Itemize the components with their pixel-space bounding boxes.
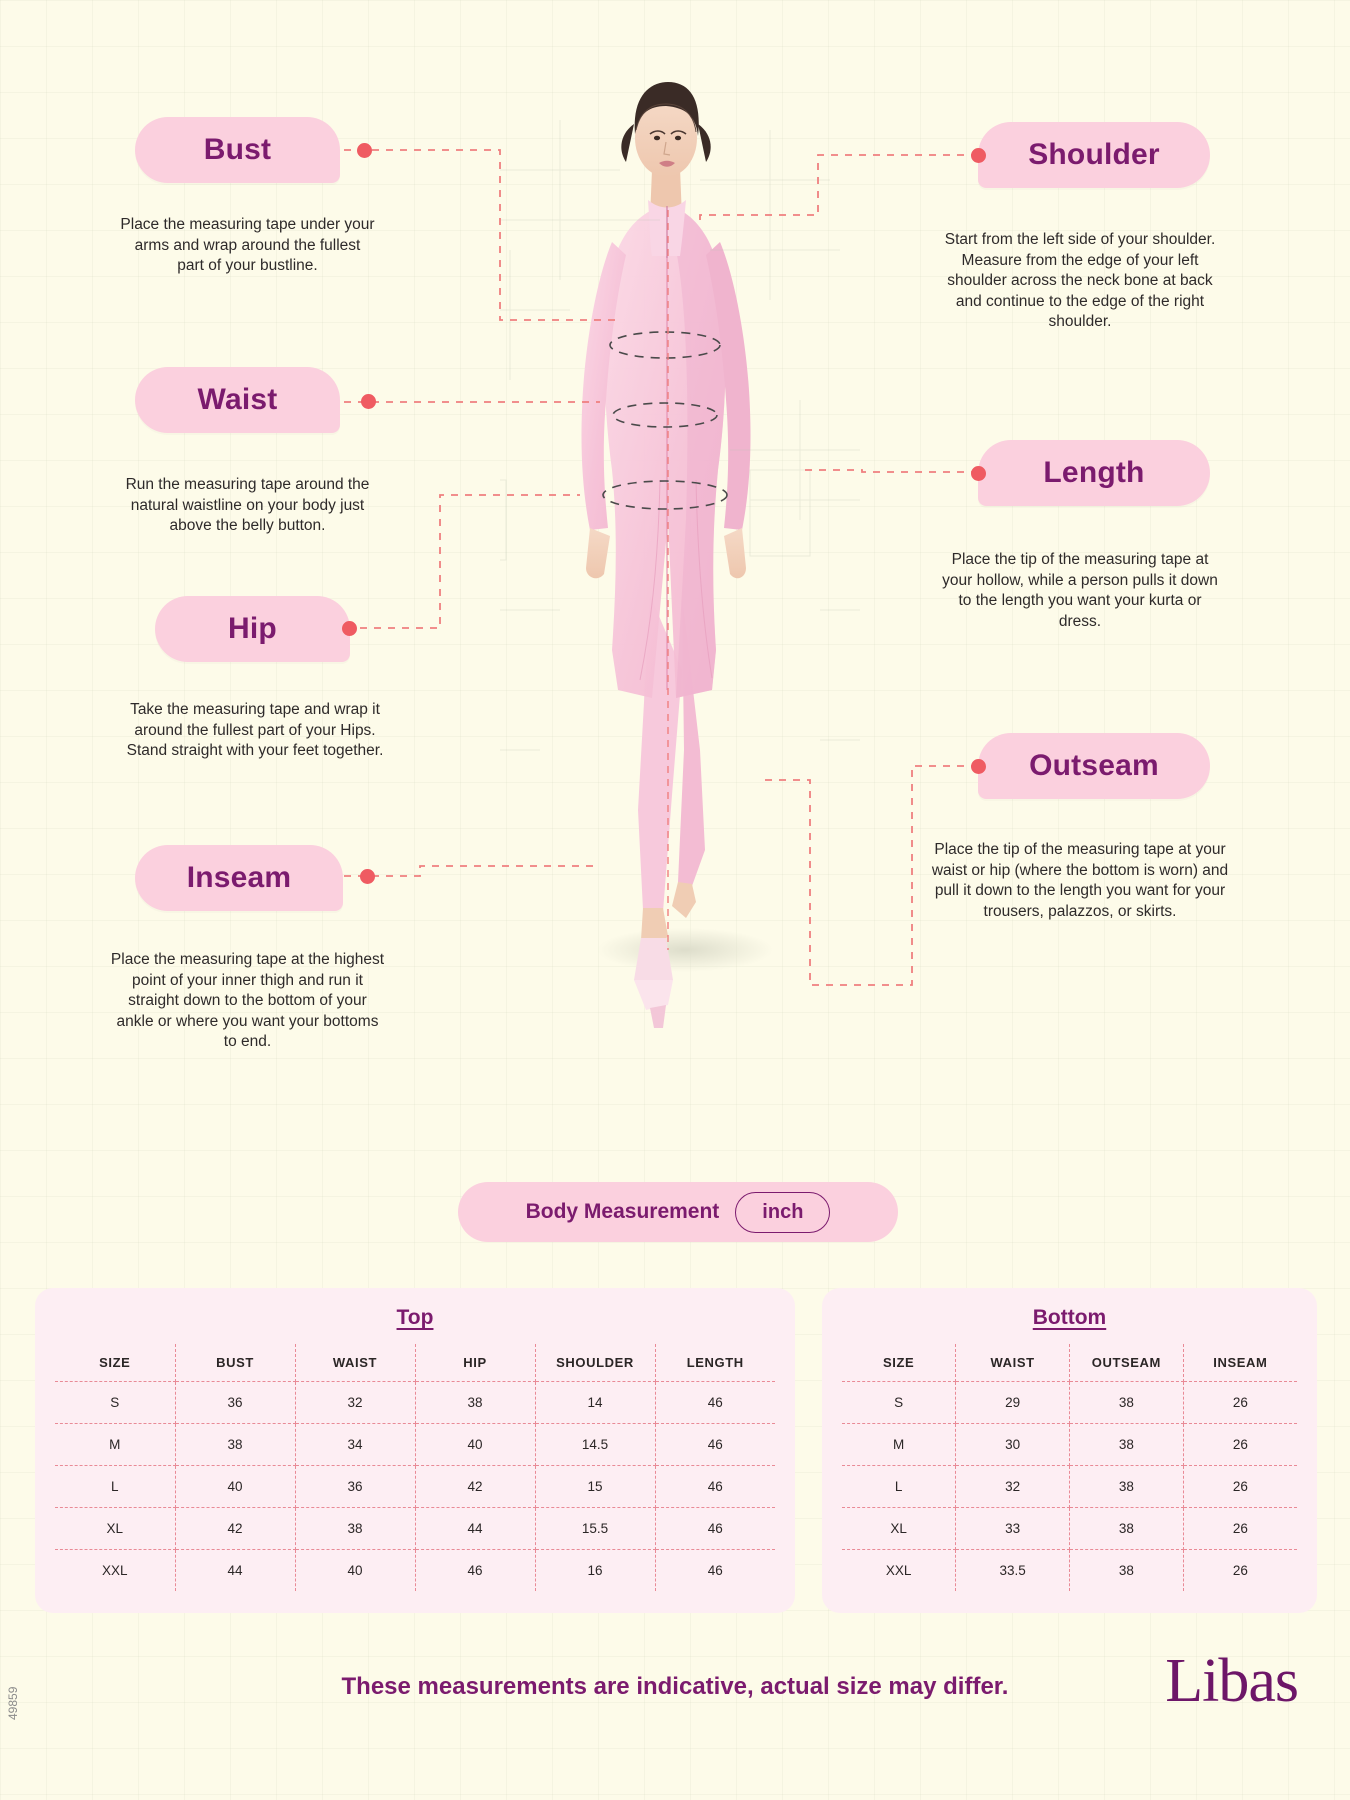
- table-cell: 46: [415, 1550, 535, 1592]
- table-header-cell: WAIST: [295, 1344, 415, 1382]
- callout-dot-outseam: [971, 759, 986, 774]
- table-cell: 40: [415, 1424, 535, 1466]
- callout-label-inseam: Inseam: [186, 861, 292, 894]
- table-cell: 46: [655, 1382, 775, 1424]
- table-cell: 40: [295, 1550, 415, 1592]
- table-cell: 26: [1183, 1382, 1297, 1424]
- table-cell: 38: [1070, 1424, 1184, 1466]
- table-cell: L: [55, 1466, 175, 1508]
- table-row: [55, 1466, 775, 1508]
- table-cell: L: [842, 1466, 956, 1508]
- table-cell: 40: [175, 1466, 295, 1508]
- callout-dot-length: [971, 466, 986, 481]
- table-header-cell: BUST: [175, 1344, 295, 1382]
- table-cell: 14: [535, 1382, 655, 1424]
- table-cell: 38: [1070, 1466, 1184, 1508]
- table-row: [842, 1550, 1297, 1592]
- callout-pill-shoulder[interactable]: [978, 122, 1210, 188]
- table-cell: 38: [175, 1424, 295, 1466]
- table-cell: 33.5: [956, 1550, 1070, 1592]
- disclaimer-text: These measurements are indicative, actual size may differ.: [341, 1673, 1009, 1700]
- table-cell: XL: [842, 1508, 956, 1550]
- callout-desc-bust: Place the measuring tape under your arms and wrap around the fullest part of your bustline.: [120, 216, 375, 275]
- table-row: [55, 1550, 775, 1592]
- table-cell: M: [55, 1424, 175, 1466]
- table-row: [842, 1466, 1297, 1508]
- table-cell: 46: [655, 1466, 775, 1508]
- table-row: [55, 1424, 775, 1466]
- size-table-top-title: Top: [396, 1306, 434, 1329]
- side-code-text: 49859: [6, 1686, 20, 1720]
- table-cell: 33: [956, 1508, 1070, 1550]
- table-cell: 15.5: [535, 1508, 655, 1550]
- callout-dot-bust: [357, 143, 372, 158]
- table-cell: 38: [1070, 1382, 1184, 1424]
- table-cell: 26: [1183, 1424, 1297, 1466]
- callout-pill-inseam[interactable]: [135, 845, 343, 911]
- table-cell: 15: [535, 1466, 655, 1508]
- table-header-cell: SIZE: [55, 1344, 175, 1382]
- table-cell: XXL: [55, 1550, 175, 1592]
- table-header-cell: SIZE: [842, 1344, 956, 1382]
- body-measurement-bar: [458, 1182, 898, 1242]
- table-row: [842, 1508, 1297, 1550]
- table-cell: 42: [415, 1466, 535, 1508]
- table-header-cell: WAIST: [956, 1344, 1070, 1382]
- callout-pill-waist[interactable]: [135, 367, 340, 433]
- callout-pill-hip[interactable]: [155, 596, 350, 662]
- table-cell: 36: [295, 1466, 415, 1508]
- table-cell: 46: [655, 1424, 775, 1466]
- table-header-cell: LENGTH: [655, 1344, 775, 1382]
- size-table-bottom-grid: [842, 1344, 1297, 1591]
- unit-toggle-inch[interactable]: inch: [735, 1192, 830, 1233]
- table-cell: 29: [956, 1382, 1070, 1424]
- callout-label-length: Length: [1043, 456, 1145, 489]
- table-cell: 46: [655, 1550, 775, 1592]
- callout-desc-hip: Take the measuring tape and wrap it around the fullest part of your Hips. Stand straight with your feet together.: [126, 701, 384, 760]
- callout-label-hip: Hip: [228, 612, 277, 645]
- size-table-bottom: [822, 1288, 1317, 1613]
- callout-label-waist: Waist: [197, 383, 278, 416]
- callout-dot-hip: [342, 621, 357, 636]
- callout-pill-outseam[interactable]: [978, 733, 1210, 799]
- callout-desc-waist: Run the measuring tape around the natural waistline on your body just above the belly button.: [125, 476, 370, 535]
- table-cell: 26: [1183, 1508, 1297, 1550]
- table-header-cell: OUTSEAM: [1070, 1344, 1184, 1382]
- table-header-cell: SHOULDER: [535, 1344, 655, 1382]
- callout-dot-inseam: [360, 869, 375, 884]
- table-cell: 42: [175, 1508, 295, 1550]
- table-header-cell: HIP: [415, 1344, 535, 1382]
- callout-desc-length: Place the tip of the measuring tape at your hollow, while a person pulls it down to the length you want your kurta or dress.: [942, 551, 1218, 630]
- table-cell: 26: [1183, 1466, 1297, 1508]
- table-cell: 16: [535, 1550, 655, 1592]
- table-cell: 34: [295, 1424, 415, 1466]
- table-cell: 32: [956, 1466, 1070, 1508]
- table-row: [842, 1424, 1297, 1466]
- callout-dot-waist: [361, 394, 376, 409]
- table-cell: M: [842, 1424, 956, 1466]
- table-cell: 14.5: [535, 1424, 655, 1466]
- size-table-top-grid: [55, 1344, 775, 1591]
- table-header-row: [55, 1344, 775, 1382]
- callout-label-bust: Bust: [203, 133, 272, 166]
- table-cell: 38: [415, 1382, 535, 1424]
- table-cell: 38: [1070, 1550, 1184, 1592]
- table-cell: 36: [175, 1382, 295, 1424]
- table-row: [55, 1382, 775, 1424]
- callout-pill-bust[interactable]: [135, 117, 340, 183]
- callout-dot-shoulder: [971, 148, 986, 163]
- table-cell: 30: [956, 1424, 1070, 1466]
- callout-desc-shoulder: Start from the left side of your shoulder. Measure from the edge of your left shoulder across the neck bone at back and continue to the edge of the right shoulder.: [944, 231, 1216, 331]
- table-cell: 38: [295, 1508, 415, 1550]
- body-measurement-label: Body Measurement: [525, 1200, 720, 1223]
- brand-logo: Libas: [1165, 1647, 1298, 1715]
- callout-pill-length[interactable]: [978, 440, 1210, 506]
- table-row: [55, 1508, 775, 1550]
- table-cell: S: [55, 1382, 175, 1424]
- table-cell: XXL: [842, 1550, 956, 1592]
- table-cell: 44: [175, 1550, 295, 1592]
- table-cell: 32: [295, 1382, 415, 1424]
- table-cell: 44: [415, 1508, 535, 1550]
- callout-label-outseam: Outseam: [1029, 749, 1159, 782]
- table-cell: 26: [1183, 1550, 1297, 1592]
- callout-desc-inseam: Place the measuring tape at the highest point of your inner thigh and run it straight down to the bottom of your ankle or where you want your bottoms to end.: [110, 951, 385, 1051]
- callout-desc-outseam: Place the tip of the measuring tape at your waist or hip (where the bottom is worn) and pull it down to the length you want for your trousers, palazzos, or skirts.: [931, 841, 1229, 920]
- callout-label-shoulder: Shoulder: [1028, 138, 1160, 171]
- size-table-top: [35, 1288, 795, 1613]
- table-header-cell: INSEAM: [1183, 1344, 1297, 1382]
- size-table-bottom-title: Bottom: [1032, 1306, 1107, 1329]
- table-row: [842, 1382, 1297, 1424]
- table-cell: S: [842, 1382, 956, 1424]
- table-cell: 38: [1070, 1508, 1184, 1550]
- table-header-row: [842, 1344, 1297, 1382]
- table-cell: 46: [655, 1508, 775, 1550]
- table-cell: XL: [55, 1508, 175, 1550]
